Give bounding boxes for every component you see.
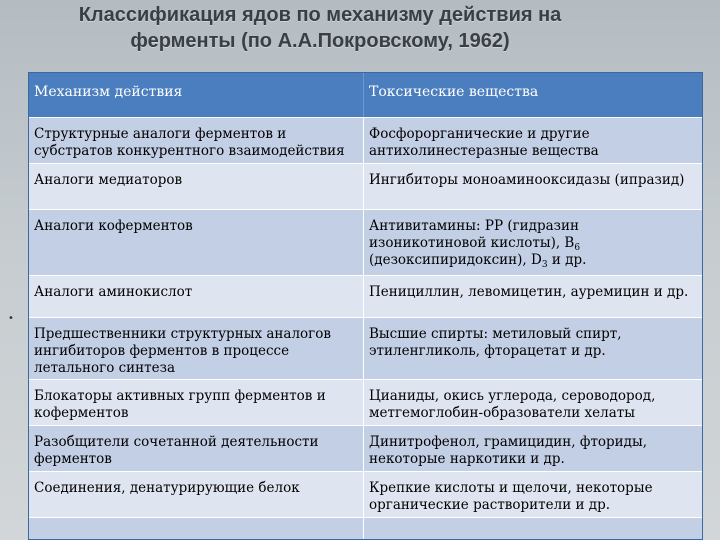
cell-mechanism: Разобщители сочетанной деятельности ферментов — [29, 426, 364, 471]
cell-mechanism: Соединения, денатурирующие белок — [29, 472, 364, 517]
cell-substances — [364, 518, 702, 540]
substances-text-part2: (дезоксипиридоксин), D — [369, 252, 542, 268]
cell-substances — [364, 210, 702, 275]
cell-mechanism: Аналоги медиаторов — [29, 164, 364, 209]
cell-substances: Фосфорорганические и другие антихолинестеразные вещества — [369, 126, 599, 159]
subscript-d: 3 — [541, 260, 548, 270]
header-substances: Токсические вещества — [369, 84, 539, 100]
cell-substances: Динитрофенол, грамицидин, фториды, некоторые наркотики и др. — [369, 434, 648, 467]
subscript-b: 6 — [574, 243, 581, 253]
cell-substances: Пенициллин, левомицетин, ауремицин и др. — [369, 284, 689, 300]
cell-mechanism: Аналоги аминокислот — [29, 276, 364, 317]
cell-mechanism: Аналоги коферментов — [29, 210, 364, 275]
table-row — [29, 209, 702, 275]
cell-mechanism: Структурные аналоги ферментов и субстратов конкурентного взаимодействия — [29, 118, 364, 163]
substances-text-part3: и др. — [547, 252, 587, 268]
cell-substances: Ингибиторы моноаминооксидазы (ипразид) — [369, 172, 685, 188]
table-header-row — [29, 73, 702, 117]
table-row — [29, 117, 702, 163]
table-row — [29, 425, 702, 471]
cell-mechanism: Предшественники структурных аналогов ингибиторов ферментов в процессе летального синтеза — [29, 318, 364, 379]
classification-table — [28, 72, 703, 540]
table-row — [29, 379, 702, 425]
table-row — [29, 163, 702, 209]
table-row — [29, 275, 702, 317]
table-row-partial — [29, 517, 702, 540]
title-line-2: ферменты (по А.А.Покровскому, 1962) — [130, 30, 510, 52]
slide-title — [0, 2, 640, 54]
cell-mechanism: Блокаторы активных групп ферментов и коферментов — [29, 380, 364, 425]
cell-substances: Крепкие кислоты и щелочи, некоторые органические растворители и др. — [369, 480, 653, 513]
header-mechanism: Механизм действия — [29, 73, 364, 117]
cell-substances: Высшие спирты: метиловый спирт, этиленгликоль, фторацетат и др. — [369, 326, 622, 359]
cell-mechanism — [29, 518, 364, 540]
substances-text-part1: Антивитамины: РР (гидразин изоникотиновой кислоты), В — [369, 218, 580, 251]
cell-substances: Цианиды, окись углерода, сероводород, метгемоглобин-образователи хелаты — [369, 388, 656, 421]
table-row — [29, 471, 702, 517]
bullet-marker: • — [8, 313, 14, 324]
title-line-1: Классификация ядов по механизму действия на — [78, 4, 562, 26]
table-row — [29, 317, 702, 379]
